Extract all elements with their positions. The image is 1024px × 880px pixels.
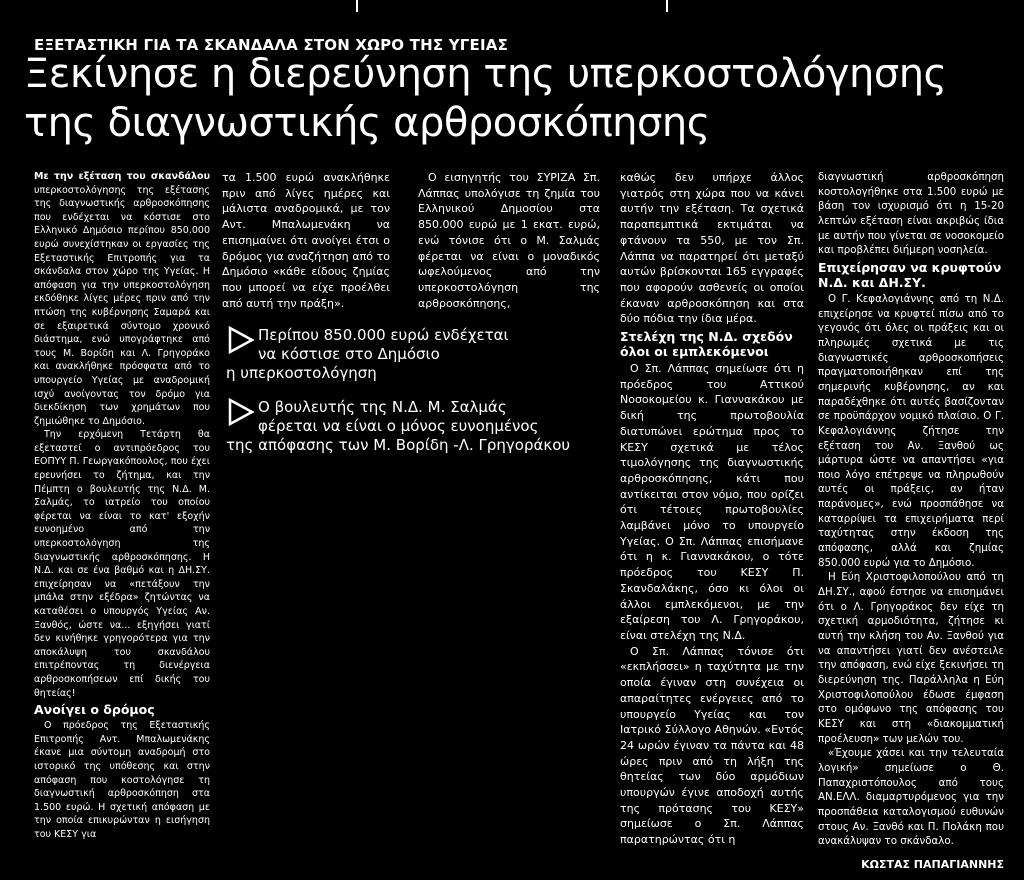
column-5-paragraph-1: διαγνωστική αρθροσκόπηση κοστολογήθηκε στα 1.500 ευρώ με βάση τον ισχυρισμό ότι η 15-20 λεπτών εξέταση είναι ακριβώς ίδια με αυτήν που γίνεται σε νοσοκομείο και προβλέπει διήμερη νοσηλεία. <box>818 171 1004 257</box>
column-4-paragraph-1: καθώς δεν υπήρχε άλλος γιατρός στη χώρα που να κάνει αυτήν την εξέταση. Τα σχετικά παραπεμπτικά εκτιμάται να φτάνουν τα 550, με τον Σπ. Λάππα να παρατηρεί ότι μεταξύ αυτών βρίσκονται 165 εγγραφές που αφορούν ασθενείς οι οποίοι έκαναν αρθροσκόπηση και στα δύο πόδια την ίδια μέρα. <box>620 171 804 326</box>
subheading-kryftoun: Επιχείρησαν να κρυφτούν Ν.Δ. και ΔΗ.ΣΥ. <box>818 259 1002 290</box>
column-1-paragraph-1 <box>34 170 210 428</box>
column-4-paragraph-3: Ο Σπ. Λάππας τόνισε ότι «εκπλήσσει» η ταχύτητα με την οποία έγιναν στη συνέχεια οι απαραίτητες ενέργειες από το υπουργείο Υγείας και τον Ιατρικό Σύλλογο Αθηνών. «Εντός 24 ωρών έγιναν τα πάντα και 48 ώρες πριν από τη λήξη της θητείας των δύο αρμόδιων υπουργών έγινε αποδοχή αυτής της πρότασης του ΚΕΣΥ» σημείωσε ο Σπ. Λάππας παρατηρώντας ότι η <box>620 644 804 847</box>
column-1-paragraph-1-body: υπερκοστολόγησης της εξέτασης της διαγνωστικής αρθροσκόπησης που ενδέχεται να κόστισε στο Ελληνικό Δημόσιο περίπου 850.000 ευρώ συνεχίστηκαν οι εργασίες της Εξεταστικής Επιτροπής για τα σκάνδαλα στον χώρο της Υγείας. Η απόφαση για την υπερκοστολόγηση εκδόθηκε λίγες μέρες πριν από την πτώση της κυβέρνησης Σαμαρά και σε εξαιρετικά σύντομο χρονικό διάστημα, ενώ υπογράφτηκε από τους Μ. Βορίδη και Λ. Γρηγοράκο και ανακλήθηκε πρόσφατα από το υπουργείο Υγείας με αναδρομική ισχύ ανοίγοντας τον δρόμο για διεκδίκηση των χρημάτων που ζημιώθηκε το Δημόσιο. <box>34 184 210 427</box>
column-1-paragraph-2: Την ερχόμενη Τετάρτη θα εξεταστεί ο αντιπρόεδρος του ΕΟΠΥΥ Π. Γεωργακόπουλος, που έχει ερευνήσει το ζήτημα, και την Πέμπτη ο βουλευτής της Ν.Δ. Μ. Σαλμάς, το ιατρείο του οποίου φέρεται να είναι το κατ' εξοχήν ευνοημένο από την υπερκοστολόγηση της διαγνωστικής αρθροσκόπησης. Η Ν.Δ. και σε ένα βαθμό και η ΔΗ.ΣΥ. επιχείρησαν να «πετάξουν την μπάλα στην εξέδρα» ζητώντας να καταθέσει ο υπουργός Υγείας Αν. Ξανθός, ώστε να... εξηγήσει γιατί δεν κινήθηκε γρηγορότερα για την αποκάλυψη του σκανδάλου επιτρέποντας τη διενέργεια αρθροσκοπήσεων επί δικής του θητείας! <box>34 429 210 699</box>
top-rule-mark-right <box>666 0 668 12</box>
kicker: ΕΞΕΤΑΣΤΙΚΗ ΓΙΑ ΤΑ ΣΚΑΝΔΑΛΑ ΣΤΟΝ ΧΩΡΟ ΤΗΣ ΥΓΕΙΑΣ <box>34 36 509 54</box>
play-triangle-icon <box>226 398 254 426</box>
pullquote-1-line-1: Περίπου 850.000 ευρώ ενδέχεται <box>258 326 509 344</box>
subheading-anoigei: Ανοίγει ο δρόμος <box>34 702 155 718</box>
column-1-paragraph-3: Ο πρόεδρος της Εξεταστικής Επιτροπής Αντ. Μπαλωμενάκης έκανε μια σύντομη αναδρομή στο ιστορικό της υπόθεσης και στην απόφαση που κοστολόγησε τη διαγνωστική αρθροσκόπηση στα 1.500 ευρώ. Η σχετική απόφαση με την οποία επικυρώνταν η εισήγηση του ΚΕΣΥ για <box>34 720 210 840</box>
subheading-stelexi: Στελέχη της Ν.Δ. σχεδόν όλοι οι εμπλεκόμενοι <box>620 329 793 360</box>
column-2-paragraph-1: τα 1.500 ευρώ ανακλήθηκε πριν από λίγες ημέρες και μάλιστα αναδρομικά, με τον Αντ. Μπαλωμενάκη να επισημαίνει ότι ανοίγει έτσι ο δρόμος για αναζήτηση από το Δημόσιο «κάθε είδους ζημίας που μπορεί να είχε προέλθει από αυτή την πράξη». <box>222 171 390 310</box>
pullquote-2-line-1: Ο βουλευτής της Ν.Δ. Μ. Σαλμάς <box>258 398 507 416</box>
pullquote-1 <box>226 326 509 383</box>
column-4 <box>620 170 804 848</box>
pullquote-1-line-3: η υπερκοστολόγηση <box>226 364 377 382</box>
pullquote-2-line-2: φέρεται να είναι ο μόνος ευνοημένος <box>258 417 539 435</box>
pullquote-2 <box>226 398 570 455</box>
column-5-paragraph-2: Ο Γ. Κεφαλογιάννης από τη Ν.Δ. επιχείρησε να κρυφτεί πίσω από το γεγονός ότι όλες οι πράξεις και οι πληρωμές σχετικά με τις διαγνωστικές αρθροσκοπήσεις πραγματοποιήθηκαν επί της σημερινής κυβέρνησης, αν και παραδέχθηκε ότι αυτές βασίζονταν σε προϋπάρχον νομικό πλαίσιο. Ο Γ. Κεφαλογιάννης ζήτησε την εξέταση του Αν. Ξανθού ως μάρτυρα ώστε να απαντήσει «για ποιο λόγο επέτρεψε να πληρωθούν αυτές οι πράξεις, αν ήταν παράνομες», ενώ προσπάθησε να καταρρίψει τα επιχειρήματα περί ταχύτητας στην έκδοση της απόφασης, αλλά και ζημίας 850.000 ευρώ για το Δημόσιο. <box>818 292 1004 569</box>
pullquote-1-line-2: να κόστισε στο Δημόσιο <box>258 345 440 363</box>
column-2 <box>222 170 390 311</box>
headline: Ξεκίνησε η διερεύνηση της υπερκοστολόγησης της διαγνωστικής αρθροσκόπησης <box>24 51 947 146</box>
top-rule-mark-left <box>356 0 358 12</box>
play-triangle-icon <box>226 326 254 354</box>
column-4-paragraph-2: Ο Σπ. Λάππας σημείωσε ότι η πρόεδρος του Αττικού Νοσοκομείου κ. Γιαννακάκου με δική της πρωτοβουλία διατυπώνει ερώτημα προς το ΚΕΣΥ σχετικά με τέλος τιμολόγησης της διαγνωστικής αρθροσκόπησης, κάτι που αντίκειται στον νόμο, που ορίζει ότι τέτοιες πρωτοβουλίες λαμβάνει μόνο το υπουργείο Υγείας. Ο Σπ. Λάππας επισήμανε ότι η κ. Γιαννακάκου, ο τότε πρόεδρος του ΚΕΣΥ Π. Σκανδαλάκης, όσο κι όλοι οι άλλοι εμπλεκόμενοι, με την εξαίρεση του Λ. Γρηγοράκου, είναι στελέχη της Ν.Δ. <box>620 362 804 642</box>
column-3-paragraph-1: Ο εισηγητής του ΣΥΡΙΖΑ Σπ. Λάππας υπολόγισε τη ζημία του Ελληνικού Δημοσίου στα 850.000 ευρώ με 1 εκατ. ευρώ, ενώ τόνισε ότι ο Μ. Σαλμάς φέρεται να είναι ο μοναδικός ωφελούμενος από την υπερκοστολόγηση της αρθροσκόπησης, <box>418 171 600 310</box>
photo-area <box>390 470 590 850</box>
column-1 <box>34 170 210 842</box>
pullquote-2-line-3: της απόφασης των Μ. Βορίδη -Λ. Γρηγοράκου <box>226 436 571 454</box>
column-3 <box>418 170 600 311</box>
column-5-paragraph-3: Η Εύη Χριστοφιλοπούλου από τη ΔΗ.ΣΥ., αφού έστησε να επισημάνει ότι ο Λ. Γρηγοράκος δεν είχε τη σχετική αρμοδιότητα, ζήτησε κι αυτή την κλήση του Αν. Ξανθού για να απαντήσει γιατί δεν ανέστειλε την απόφαση, ενώ είχε ξεκινήσει τη διερεύνηση της. Παράλληλα η Εύη Χριστοφιλοπούλου έδωσε έμφαση στο ομόφωνο της απόφασης του ΚΕΣΥ και στη «διακομματική προέλευση» των μελών του. <box>818 571 1004 745</box>
lead-in: Με την εξέταση του σκανδάλου <box>34 171 210 182</box>
column-5 <box>818 170 1004 849</box>
byline: ΚΩΣΤΑΣ ΠΑΠΑΓΙΑΝΝΗΣ <box>861 858 1004 871</box>
column-5-paragraph-4: «Έχουμε χάσει και την τελευταία λογική» σημείωσε ο Θ. Παπαχριστόπουλος από τους ΑΝ.ΕΛΛ. διαμαρτυρόμενος για την προσπάθεια καταλογισμού ευθυνών στους Αν. Ξανθό και Π. Πολάκη που ανακάλυψαν το σκάνδαλο. <box>818 747 1004 848</box>
